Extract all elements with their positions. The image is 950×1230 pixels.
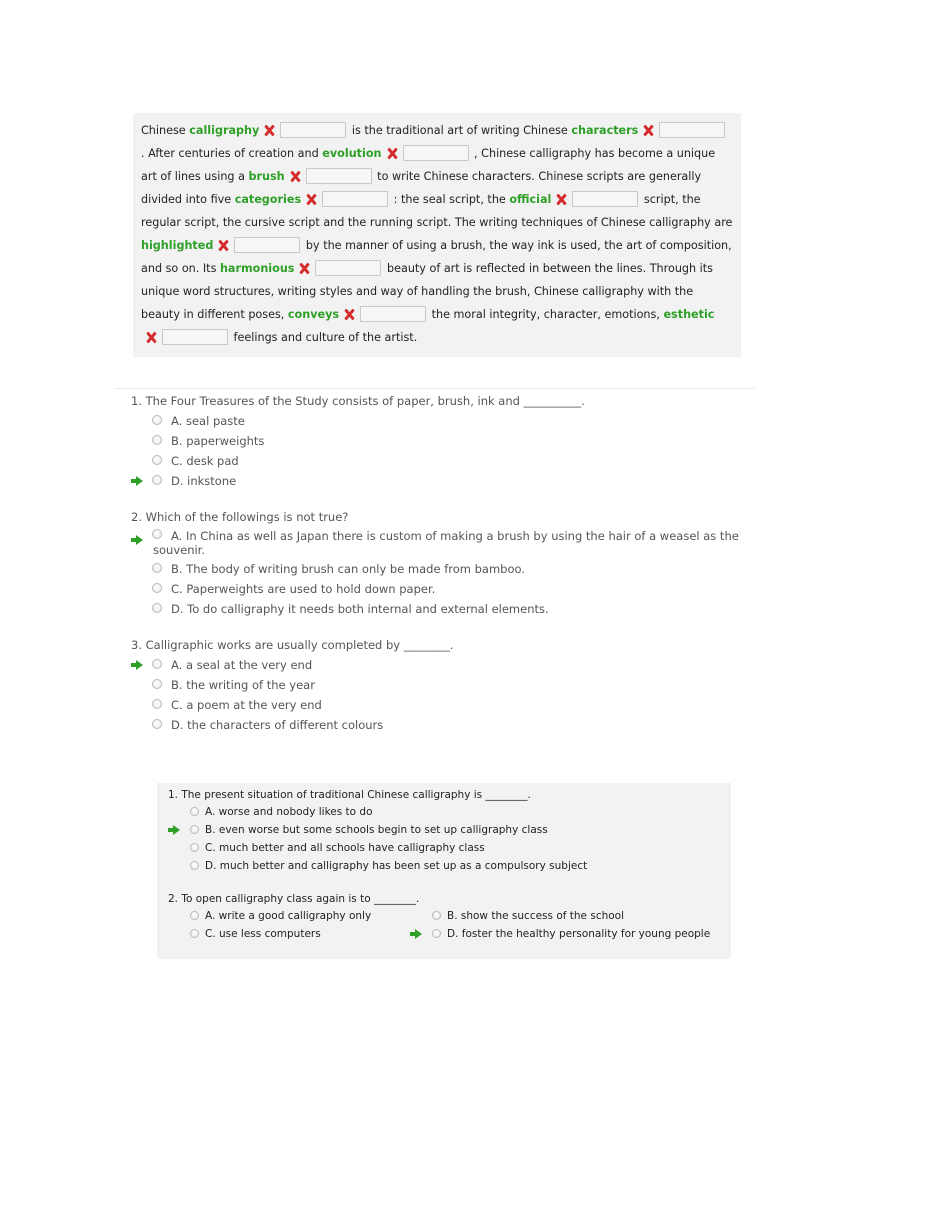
question-2 (131, 507, 751, 619)
cloze-passage (133, 113, 741, 357)
radio-button[interactable] (152, 659, 162, 669)
answer-blank-input-1[interactable] (659, 122, 725, 138)
radio-button[interactable] (190, 911, 199, 920)
radio-button[interactable] (432, 911, 441, 920)
radio-button[interactable] (152, 603, 162, 613)
reading-q2-option-d[interactable]: D. foster the healthy personality for young people (432, 925, 710, 943)
reading-q1-option-b[interactable]: B. even worse but some schools begin to set up calligraphy class (190, 821, 548, 839)
keyword-9: esthetic (663, 308, 715, 321)
radio-button[interactable] (190, 807, 199, 816)
reading-q2-option-c[interactable]: C. use less computers (190, 925, 321, 943)
keyword-4: categories (234, 193, 302, 206)
reading-q1-option-a[interactable]: A. worse and nobody likes to do (190, 803, 373, 821)
wrong-mark-icon (218, 240, 229, 251)
answer-blank-input-6[interactable] (234, 237, 300, 253)
keyword-7: harmonious (219, 262, 295, 275)
keyword-3: brush (248, 170, 285, 183)
radio-button[interactable] (190, 843, 199, 852)
answer-blank-input-2[interactable] (403, 145, 469, 161)
keyword-6: highlighted (141, 239, 214, 252)
radio-button[interactable] (152, 475, 162, 485)
option-text: B. the writing of the year (171, 678, 315, 692)
radio-button[interactable] (152, 529, 162, 539)
answer-blank-input-5[interactable] (572, 191, 638, 207)
wrong-mark-icon (306, 194, 317, 205)
keyword-8: conveys (287, 308, 340, 321)
wrong-mark-icon (556, 194, 567, 205)
reading-question-1: 1. The present situation of traditional Chinese calligraphy is ________. (168, 789, 531, 801)
option-c[interactable] (131, 579, 751, 599)
passage-text: is the traditional art of writing Chinese (348, 124, 572, 137)
multiple-choice-section (131, 391, 751, 751)
wrong-mark-icon (146, 332, 157, 343)
option-text: A. seal paste (171, 414, 245, 428)
radio-button[interactable] (152, 455, 162, 465)
option-text: D. the characters of different colours (171, 718, 384, 732)
correct-answer-arrow-icon (168, 825, 180, 835)
keyword-1: characters (571, 124, 639, 137)
option-b[interactable] (131, 431, 751, 451)
radio-button[interactable] (432, 929, 441, 938)
wrong-mark-icon (643, 125, 654, 136)
keyword-2: evolution (322, 147, 382, 160)
option-b[interactable] (131, 675, 751, 695)
option-text: C. Paperweights are used to hold down paper. (171, 582, 436, 596)
option-text: B. paperweights (171, 434, 265, 448)
reading-q2-option-b[interactable]: B. show the success of the school (432, 907, 624, 925)
wrong-mark-icon (344, 309, 355, 320)
passage-text: to write Chinese characters. Chinese scripts are generally divided into five (141, 170, 702, 206)
option-text: B. The body of writing brush can only be made from bamboo. (171, 562, 526, 576)
passage-text: , Chinese calligraphy has become a unique art of lines using a (141, 147, 716, 183)
radio-button[interactable] (152, 435, 162, 445)
option-text: C. desk pad (171, 454, 239, 468)
answer-blank-input-9[interactable] (162, 329, 228, 345)
wrong-mark-icon (290, 171, 301, 182)
question-text: 1. The Four Treasures of the Study consists of paper, brush, ink and __________. (131, 394, 585, 408)
wrong-mark-icon (387, 148, 398, 159)
radio-button[interactable] (152, 415, 162, 425)
passage-text: feelings and culture of the artist. (230, 331, 418, 344)
answer-blank-input-7[interactable] (315, 260, 381, 276)
question-1 (131, 391, 751, 491)
reading-q1-option-c[interactable]: C. much better and all schools have calligraphy class (190, 839, 485, 857)
option-a[interactable] (131, 655, 751, 675)
question-text: 3. Calligraphic works are usually completed by ________. (131, 638, 454, 652)
option-text: C. a poem at the very end (171, 698, 322, 712)
answer-blank-input-0[interactable] (280, 122, 346, 138)
correct-answer-arrow-icon (131, 535, 143, 545)
option-d[interactable] (131, 471, 751, 491)
section-divider (115, 388, 755, 389)
option-a[interactable] (131, 527, 751, 559)
wrong-mark-icon (264, 125, 275, 136)
radio-button[interactable] (152, 583, 162, 593)
radio-button[interactable] (152, 719, 162, 729)
radio-button[interactable] (190, 825, 199, 834)
passage-text: by the manner of using a brush, the way ink is used, the art of composition, and so on. Its (141, 239, 732, 275)
passage-text: the moral integrity, character, emotions, (428, 308, 664, 321)
option-b[interactable] (131, 559, 751, 579)
option-c[interactable] (131, 695, 751, 715)
radio-button[interactable] (190, 861, 199, 870)
reading-q1-option-d[interactable]: D. much better and calligraphy has been set up as a compulsory subject (190, 857, 587, 875)
passage-text: : the seal script, the (390, 193, 510, 206)
passage-text: beauty of art is reflected in between the lines. Through its unique word structures, writing styles and way of handling the brush, Chinese calligraphy with the beauty in different poses, (141, 262, 713, 321)
correct-answer-arrow-icon (131, 476, 143, 486)
question-3 (131, 635, 751, 735)
keyword-0: calligraphy (189, 124, 260, 137)
option-a[interactable] (131, 411, 751, 431)
option-d[interactable] (131, 599, 751, 619)
answer-blank-input-3[interactable] (306, 168, 372, 184)
reading-questions-box (157, 783, 731, 959)
question-text: 2. Which of the followings is not true? (131, 510, 349, 524)
option-d[interactable] (131, 715, 751, 735)
wrong-mark-icon (299, 263, 310, 274)
radio-button[interactable] (152, 699, 162, 709)
answer-blank-input-8[interactable] (360, 306, 426, 322)
answer-blank-input-4[interactable] (322, 191, 388, 207)
reading-question-2: 2. To open calligraphy class again is to ________. (168, 893, 420, 905)
passage-text: . After centuries of creation and (141, 147, 323, 160)
correct-answer-arrow-icon (131, 660, 143, 670)
option-text: A. In China as well as Japan there is custom of making a brush by using the hair of a weasel as the souvenir. (153, 529, 739, 557)
option-c[interactable] (131, 451, 751, 471)
option-text: A. a seal at the very end (171, 658, 313, 672)
keyword-5: official (509, 193, 552, 206)
reading-q2-option-a[interactable]: A. write a good calligraphy only (190, 907, 371, 925)
radio-button[interactable] (152, 563, 162, 573)
passage-text: Chinese (141, 124, 190, 137)
passage-text: script, the regular script, the cursive script and the running script. The writing techniques of Chinese calligraphy are (141, 193, 733, 229)
option-text: D. To do calligraphy it needs both internal and external elements. (171, 602, 549, 616)
radio-button[interactable] (190, 929, 199, 938)
radio-button[interactable] (152, 679, 162, 689)
option-text: D. inkstone (171, 474, 237, 488)
correct-answer-arrow-icon (410, 929, 422, 939)
